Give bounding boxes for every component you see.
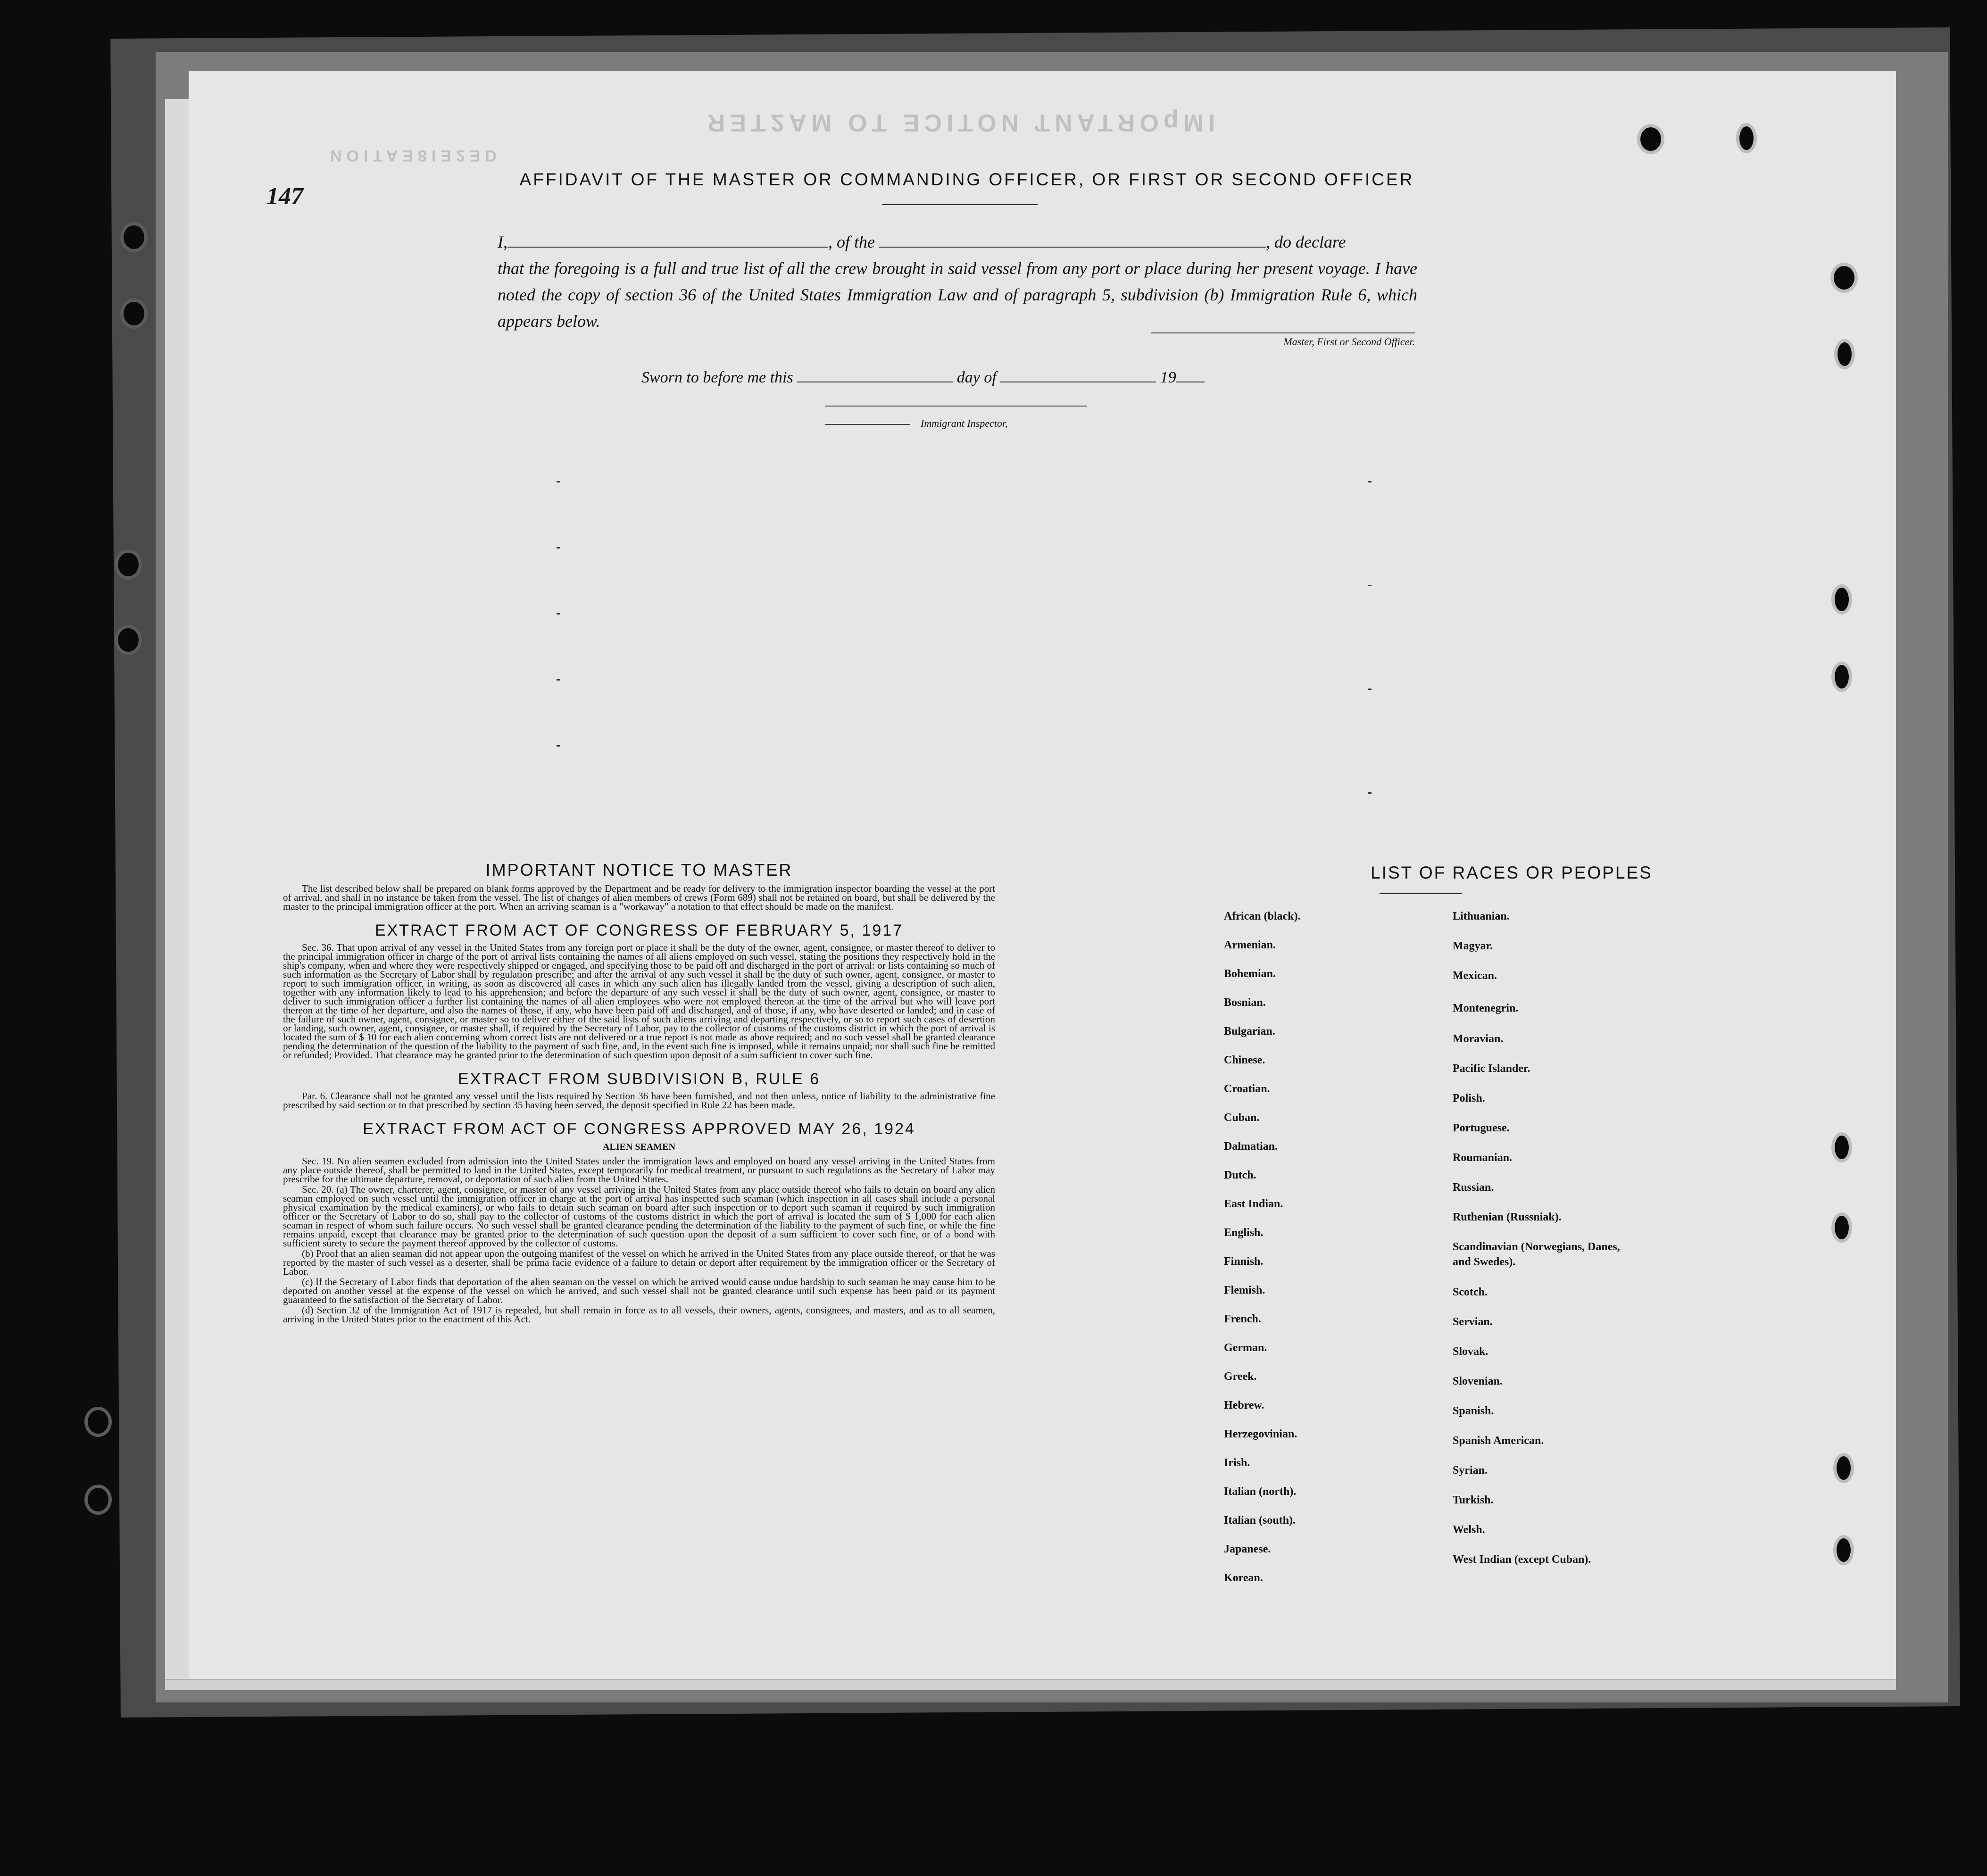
race-left-item: German. — [1224, 1342, 1267, 1354]
race-left-item: Dalmatian. — [1224, 1140, 1278, 1153]
affidavit-declaration — [498, 229, 1417, 334]
officer-name-field[interactable] — [507, 231, 828, 248]
sworn-year: 19 — [1160, 369, 1176, 386]
race-right-item: Slovak. — [1453, 1345, 1488, 1358]
race-right-item: Pacific Islander. — [1453, 1063, 1530, 1075]
race-right-item: Magyar. — [1453, 940, 1493, 952]
inspector-caption: Immigrant Inspector, — [921, 417, 1008, 429]
stray-mark — [557, 613, 560, 614]
vessel-name-field[interactable] — [879, 231, 1266, 248]
stray-mark — [1368, 689, 1372, 690]
races-underline — [1380, 893, 1462, 894]
stray-mark — [1368, 585, 1372, 586]
races-title: LIST OF RACES OR PEOPLES — [1371, 863, 1653, 882]
race-right-item: Polish. — [1453, 1092, 1485, 1104]
do-declare-text: , do declare — [1265, 232, 1346, 251]
race-left-item: East Indian. — [1224, 1198, 1283, 1210]
stray-mark — [557, 679, 560, 681]
race-right-item: Mexican. — [1453, 970, 1497, 982]
sworn-prefix: Sworn to before me this — [641, 369, 793, 386]
punch-hole-icon — [118, 628, 139, 652]
race-right-item: Welsh. — [1453, 1524, 1485, 1536]
race-left-item: Irish. — [1224, 1457, 1250, 1469]
race-right-item: Slovenian. — [1453, 1375, 1503, 1387]
stray-mark — [1368, 481, 1372, 482]
punch-hole-icon — [88, 1488, 108, 1511]
race-left-item: Bosnian. — [1224, 996, 1266, 1009]
extract1-title: EXTRACT FROM ACT OF CONGRESS OF FEBRUARY 5, 1917 — [374, 921, 904, 939]
bleed-through-text: ИOITAƎ8IƎ2ƎD — [330, 147, 501, 165]
extract3-subtitle: ALIEN SEAMEN — [603, 1142, 675, 1152]
extract3-sec19: Sec. 19. No alien seamen excluded from admission into the United States under the immigration laws and employed on board any vessel arriving in the United States from any place outside thereof, shall be permitted to land in the United States, except temporarily for medical treatment, or pursuant to such regulations as the Secretary of Labor may prescribe for the ultimate departure, removal, or deportation of such alien from the United States. — [283, 1155, 995, 1185]
race-left-item: African (black). — [1224, 910, 1301, 922]
signature-line[interactable] — [1151, 332, 1415, 333]
race-right-item: Servian. — [1453, 1316, 1493, 1328]
punch-hole-icon — [1739, 126, 1754, 150]
stray-mark — [557, 547, 560, 548]
race-left-item: Finnish. — [1224, 1255, 1264, 1268]
race-left-item: Chinese. — [1224, 1054, 1265, 1066]
extract2-title: EXTRACT FROM SUBDIVISION B, RULE 6 — [457, 1070, 821, 1088]
title-underline — [882, 204, 1038, 205]
extract2-body: Par. 6. Clearance shall not be granted any vessel until the lists required by Section 36 have been furnished, and not then unless, notice of liability to the administrative fine prescribed by said section or to that prescribed by section 35 having been served, the deposit specified in Rule 22 has been made. — [283, 1090, 995, 1111]
inspector-signature-line[interactable] — [825, 406, 1087, 407]
race-left-item: Croatian. — [1224, 1083, 1270, 1095]
race-right-item: West Indian (except Cuban). — [1453, 1553, 1591, 1566]
punch-hole-icon — [1837, 342, 1852, 366]
extract3-sec20d: (d) Section 32 of the Immigration Act of 1917 is repealed, but shall remain in force as to all vessels, their owners, agents, consignees, and masters, and as to all seamen, arriving in the United States prior to the enactment of this Act. — [283, 1304, 995, 1325]
sworn-day-of: day of — [956, 369, 997, 386]
race-right-item: Syrian. — [1453, 1464, 1488, 1477]
punch-hole-icon — [1834, 266, 1854, 290]
extract3-sec20b: (b) Proof that an alien seaman did not appear upon the outgoing manifest of the vessel on which he arrived in the United States from any place outside thereof, or that he was reported by the master of such vessel as a deserter, shall be prima facie evidence of a failure to detain or deport after requirement by the immigration officer or the Secretary of Labor. — [283, 1248, 995, 1277]
signature-caption: Master, First or Second Officer. — [1283, 336, 1415, 348]
race-left-item: Greek. — [1224, 1370, 1257, 1383]
extract3-sec20a: Sec. 20. (a) The owner, charterer, agent, consignee, or master of any vessel arriving in the United States from any place outside thereof who fails to detain on board any alien seaman employed on such vessel until the immigration officer in charge at the port of arrival has inspected such seaman (which inspection in all cases shall include a personal physical examination by the medical examiners), or who fails to detain such seaman on board after such inspection or to deport such seaman if required by such immigration officer or the Secretary of Labor to do so, shall pay to the collector of customs of the customs district in which the port of arrival is located the sum of $ 1,000 for each alien seaman in respect of whom such failure occurs. No such vessel shall be granted clearance pending the determination of the liability to the payment of such fine, or while the fine remains unpaid, except that clearance may be granted prior to the determination of such question upon the deposit of a sum sufficient to cover such fine, or of a bond with sufficient surety to secure the payment thereof approved by the collector of customs. — [283, 1184, 995, 1249]
sworn-statement — [641, 365, 1205, 387]
stray-mark — [1368, 792, 1372, 794]
stray-mark — [557, 745, 560, 747]
race-right-item: Montenegrin. — [1453, 1002, 1519, 1014]
punch-hole-icon — [1640, 127, 1661, 151]
race-left-item: English. — [1224, 1227, 1264, 1239]
race-right-item: Scotch. — [1453, 1286, 1488, 1298]
inspector-caption-row — [825, 417, 1008, 430]
punch-hole-icon — [124, 302, 144, 325]
sworn-month-field[interactable] — [1000, 365, 1156, 382]
handwritten-note: 147 — [266, 183, 303, 210]
declaration-body: that the foregoing is a full and true list of all the crew brought in said vessel from any port or place during her present voyage. I have noted the copy of section 36 of the United States Immigration Law and of paragraph 5, subdivision (b) Immigration Rule 6, which appears below. — [498, 259, 1417, 331]
punch-hole-icon — [1837, 1456, 1851, 1480]
race-right-item: Moravian. — [1453, 1033, 1504, 1045]
race-right-item: Ruthenian (Russniak). — [1453, 1211, 1562, 1223]
stray-mark — [557, 481, 560, 482]
race-left-item: Bohemian. — [1224, 968, 1276, 980]
extract3-sec20c: (c) If the Secretary of Labor finds that deportation of the alien seaman on the vessel on which he arrived would cause undue hardship to such seaman he may cause him to be deported on another vessel at the expense of the vessel on which he arrived, and such vessel shall not be granted clearance until such expense has been paid or its payment guaranteed to the satisfaction of the Secretary of Labor. — [283, 1276, 995, 1305]
extract3-title: EXTRACT FROM ACT OF CONGRESS APPROVED MAY 26, 1924 — [363, 1120, 915, 1138]
punch-hole-icon — [1835, 1216, 1849, 1239]
race-left-item: Herzegovinian. — [1224, 1428, 1297, 1440]
punch-hole-icon — [1835, 665, 1849, 689]
race-left-item: Bulgarian. — [1224, 1025, 1275, 1038]
race-right-item: Turkish. — [1453, 1494, 1494, 1506]
race-right-item: Spanish American. — [1453, 1435, 1544, 1447]
race-right-item: Portuguese. — [1453, 1122, 1510, 1134]
notice-block — [283, 861, 995, 1325]
punch-hole-icon — [124, 225, 144, 249]
notice-title: IMPORTANT NOTICE TO MASTER — [485, 860, 793, 880]
punch-hole-icon — [1835, 588, 1849, 611]
race-left-item: Korean. — [1224, 1572, 1263, 1584]
punch-hole-icon — [118, 553, 139, 576]
race-right-item: Roumanian. — [1453, 1152, 1513, 1164]
i-prefix: I, — [498, 232, 507, 251]
race-left-item: Armenian. — [1224, 939, 1276, 951]
notice-body: The list described below shall be prepared on blank forms approved by the Department and be ready for delivery to the immigration inspector boarding the vessel at the port of arrival, and shall in no instance be taken from the vessel. The list of changes of alien members of crews (Form 689) shall not be retained on board, but shall be delivered by the master to the principal immigration officer at the port. When an arriving seaman is a "workaway" a notation to that effect should be made on the manifest. — [283, 883, 995, 912]
extract1-body: Sec. 36. That upon arrival of any vessel in the United States from any foreign port or place it shall be the duty of the owner, agent, consignee, or master thereof to deliver to the principal immigration officer in charge of the port of arrival lists containing the names of all aliens employed on such vessel, stating the positions they respectively hold in the ship's company, when and where they were respectively shipped or engaged, and specifying those to be paid off and discharged in the port of arrival: or lists containing so much of such information as the Secretary of Labor shall by regulation prescribe; and after the arrival of any such vessel it shall be the duty of such owner, agent, consignee, or master to report to such immigration officer, in writing, as soon as discovered all cases in which any such alien has illegally landed from the vessel, giving a description of such alien, together with any information likely to lead to his apprehension; and before the departure of any such vessel it shall be the duty of such owner, agent, consignee, or master to deliver to such immigration officer a further list containing the names of all alien employees who were not employed thereon at the time of the arrival but who will leave port thereon at the time of her departure, and also the names of those, if any, who have been paid off and discharged, and of those, if any, who have deserted or landed; and in case of the failure of such owner, agent, consignee, or master so to deliver either of the said lists of such aliens arriving and departing respectively, or so to report such cases of desertion or landing, such owner, agent, consignee, or master shall, if required by the Secretary of Labor, pay to the collector of customs of the customs district in which the port of arrival is located the sum of $ 10 for each alien concerning whom correct lists are not delivered or a true report is not made as above required; and no such vessel shall be granted clearance pending the determination of the question of the liability to the payment of such fine, and, in the event such fine is imposed, while it remains unpaid; nor shall such fine be remitted or refunded; Provided. That clearance may be granted prior to the determination of such question upon deposit of a sum sufficient to cover such fine. — [283, 942, 995, 1061]
of-the-text: , of the — [828, 232, 875, 251]
race-right-item: Scandinavian (Norwegians, Danes, and Swedes). — [1453, 1241, 1620, 1268]
sworn-year-field[interactable] — [1176, 365, 1205, 382]
race-left-item: Italian (north). — [1224, 1486, 1297, 1498]
race-left-item: Flemish. — [1224, 1284, 1265, 1296]
race-left-item: Cuban. — [1224, 1112, 1260, 1124]
race-left-item: Dutch. — [1224, 1169, 1256, 1181]
bleed-through-text: ЯƎT2AM OT ƎƆITOИ ƬИATЯOqMI — [707, 109, 1220, 136]
race-right-item: Spanish. — [1453, 1405, 1494, 1417]
punch-hole-icon — [88, 1410, 108, 1434]
punch-hole-icon — [1835, 1136, 1849, 1159]
race-right-item: Lithuanian. — [1453, 910, 1510, 922]
inspector-dash — [825, 424, 910, 425]
affidavit-title: AFFIDAVIT OF THE MASTER OR COMMANDING OFFICER, OR FIRST OR SECOND OFFICER — [519, 170, 1414, 189]
page-bottom-edge — [165, 1679, 1896, 1690]
race-right-item: Russian. — [1453, 1181, 1494, 1194]
sworn-day-field[interactable] — [797, 365, 953, 382]
race-left-item: Hebrew. — [1224, 1399, 1264, 1411]
race-left-item: French. — [1224, 1313, 1261, 1325]
punch-hole-icon — [1837, 1538, 1851, 1562]
declaration-first-line — [498, 229, 1417, 255]
race-left-item: Japanese. — [1224, 1543, 1271, 1555]
race-left-item: Italian (south). — [1224, 1514, 1296, 1527]
